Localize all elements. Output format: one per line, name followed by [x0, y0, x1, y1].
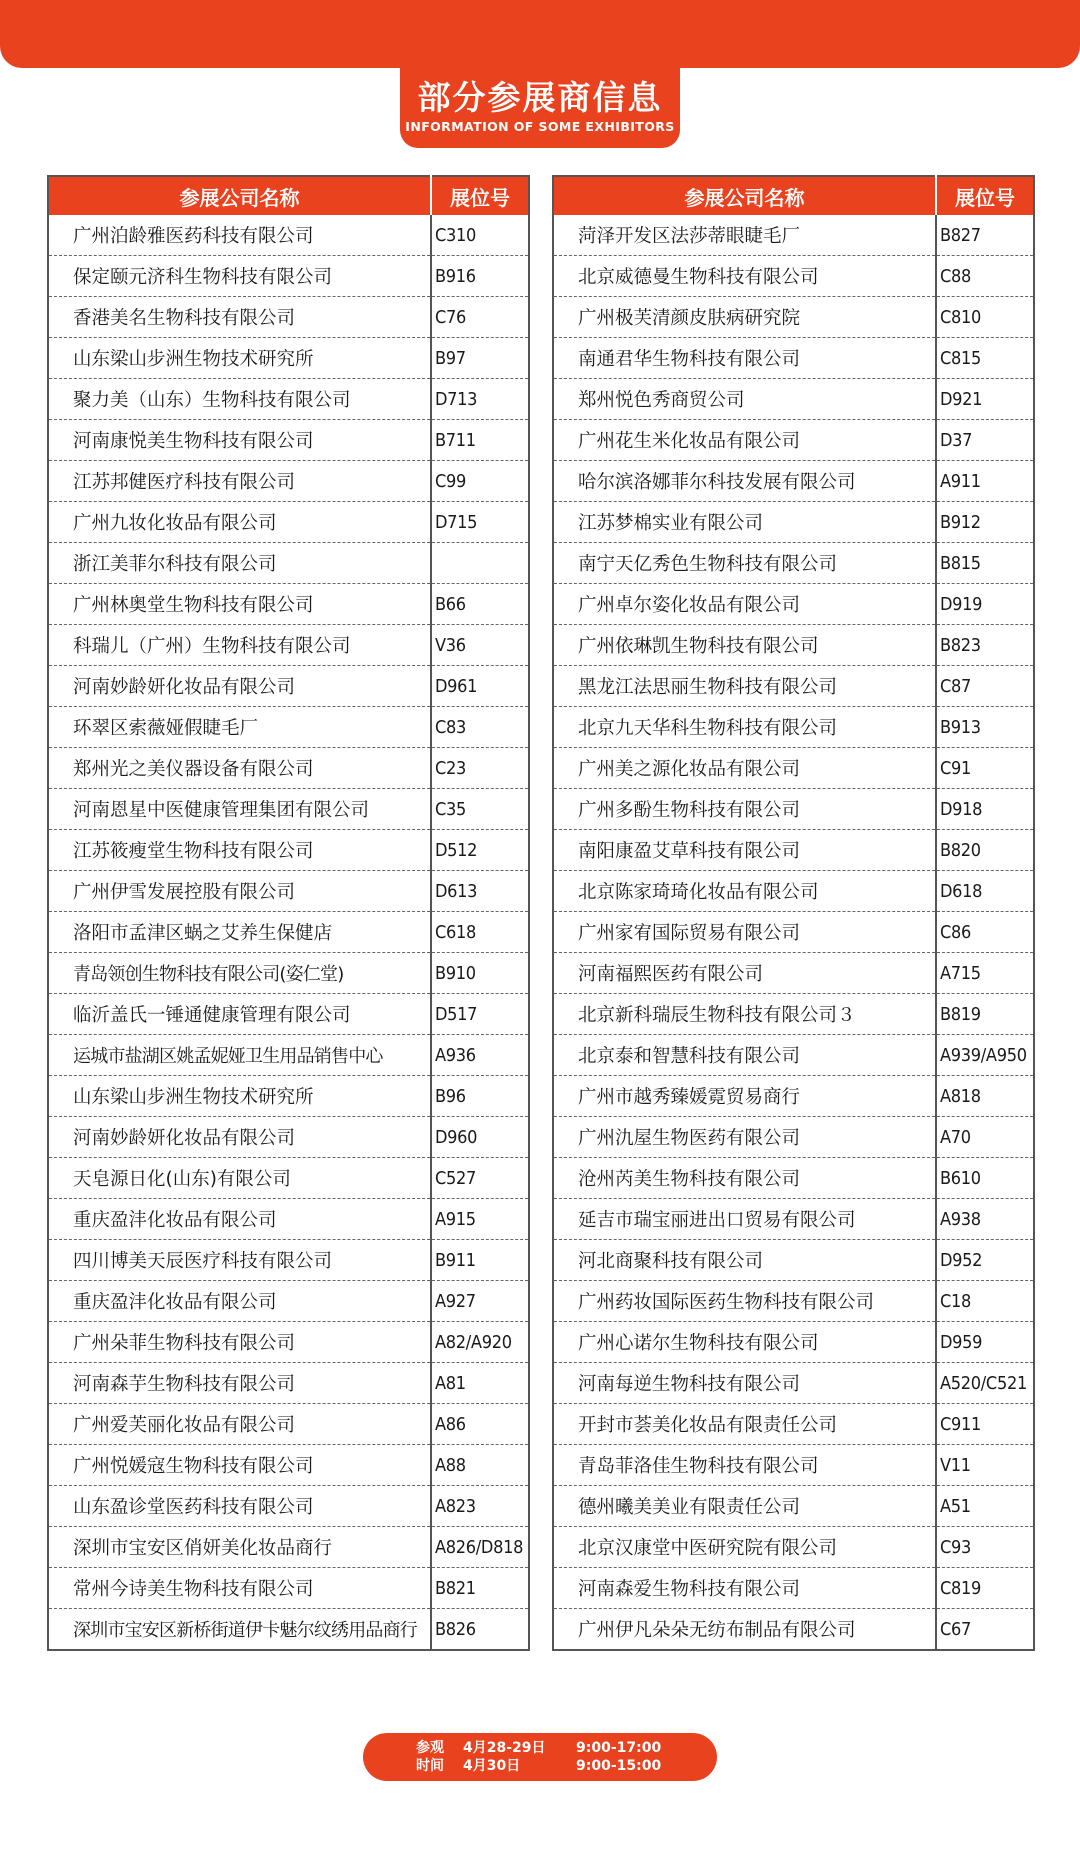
booth-number-cell: A70	[936, 1117, 1034, 1158]
booth-number-cell: B912	[936, 502, 1034, 543]
company-name-cell: 广州卓尔姿化妆品有限公司	[553, 584, 936, 625]
company-name-cell: 青岛菲洛佳生物科技有限公司	[553, 1445, 936, 1486]
booth-number-cell: D618	[936, 871, 1034, 912]
company-name-cell: 山东梁山步洲生物技术研究所	[48, 338, 431, 379]
company-column-header: 参展公司名称	[553, 176, 936, 215]
table-row	[48, 1568, 529, 1609]
booth-number-cell: D952	[936, 1240, 1034, 1281]
company-name-cell: 广州极芙清颜皮肤病研究院	[553, 297, 936, 338]
visit-date-2: 4月30日	[463, 1758, 521, 1774]
booth-number-cell: B815	[936, 543, 1034, 584]
table-row	[48, 1445, 529, 1486]
booth-number-cell: A826/D818	[431, 1527, 529, 1568]
booth-number-cell: A81	[431, 1363, 529, 1404]
table-row	[48, 1322, 529, 1363]
booth-number-cell: B711	[431, 420, 529, 461]
table-row	[48, 461, 529, 502]
company-name-cell: 环翠区索薇娅假睫毛厂	[48, 707, 431, 748]
visit-time-banner	[363, 1733, 717, 1781]
company-name-cell: 南宁天亿秀色生物科技有限公司	[553, 543, 936, 584]
booth-number-cell: C911	[936, 1404, 1034, 1445]
company-name-cell: 江苏筱瘦堂生物科技有限公司	[48, 830, 431, 871]
booth-column-header: 展位号	[431, 176, 529, 215]
table-row	[553, 912, 1034, 953]
table-row	[553, 994, 1034, 1035]
booth-number-cell: C76	[431, 297, 529, 338]
company-name-cell: 广州依琳凯生物科技有限公司	[553, 625, 936, 666]
company-name-cell: 哈尔滨洛娜菲尔科技发展有限公司	[553, 461, 936, 502]
company-name-cell: 山东梁山步洲生物技术研究所	[48, 1076, 431, 1117]
visit-time-1: 9:00-17:00	[576, 1740, 662, 1756]
company-name-cell: 广州悦媛寇生物科技有限公司	[48, 1445, 431, 1486]
company-name-cell: 北京陈家琦琦化妆品有限公司	[553, 871, 936, 912]
company-column-header: 参展公司名称	[48, 176, 431, 215]
table-row	[553, 584, 1034, 625]
table-row	[553, 420, 1034, 461]
booth-number-cell: A715	[936, 953, 1034, 994]
table-row	[553, 1609, 1034, 1651]
company-name-cell: 广州氿屋生物医药有限公司	[553, 1117, 936, 1158]
booth-number-cell: D919	[936, 584, 1034, 625]
booth-number-cell: D512	[431, 830, 529, 871]
booth-number-cell: A936	[431, 1035, 529, 1076]
booth-number-cell: A823	[431, 1486, 529, 1527]
table-row	[48, 379, 529, 420]
booth-number-cell: B97	[431, 338, 529, 379]
booth-number-cell: A911	[936, 461, 1034, 502]
visit-label-line2: 时间	[416, 1758, 444, 1774]
table-row	[48, 1404, 529, 1445]
booth-number-cell: D613	[431, 871, 529, 912]
booth-number-cell: V11	[936, 1445, 1034, 1486]
company-name-cell: 香港美名生物科技有限公司	[48, 297, 431, 338]
table-row	[553, 543, 1034, 584]
company-name-cell: 广州花生米化妆品有限公司	[553, 420, 936, 461]
booth-number-cell: V36	[431, 625, 529, 666]
booth-number-cell: C35	[431, 789, 529, 830]
company-name-cell: 广州家宥国际贸易有限公司	[553, 912, 936, 953]
table-row	[553, 953, 1034, 994]
booth-number-cell	[431, 543, 529, 584]
company-name-cell: 保定颐元济科生物科技有限公司	[48, 256, 431, 297]
table-row	[553, 789, 1034, 830]
table-row	[553, 215, 1034, 256]
table-row	[553, 297, 1034, 338]
table-row	[553, 502, 1034, 543]
company-name-cell: 临沂盖氏一锤通健康管理有限公司	[48, 994, 431, 1035]
table-row	[553, 1322, 1034, 1363]
company-name-cell: 广州爱芙丽化妆品有限公司	[48, 1404, 431, 1445]
booth-number-cell: D713	[431, 379, 529, 420]
page-title: 部分参展商信息	[417, 78, 663, 117]
company-name-cell: 河南福熙医药有限公司	[553, 953, 936, 994]
table-row	[553, 1035, 1034, 1076]
company-name-cell: 洛阳市孟津区蜗之艾养生保健店	[48, 912, 431, 953]
booth-number-cell: D37	[936, 420, 1034, 461]
table-header-row	[48, 176, 529, 215]
table-row	[48, 666, 529, 707]
table-row	[48, 420, 529, 461]
booth-number-cell: C819	[936, 1568, 1034, 1609]
visit-label-line1: 参观	[416, 1740, 444, 1756]
company-name-cell: 广州伊凡朵朵无纺布制品有限公司	[553, 1609, 936, 1651]
booth-number-cell: A82/A920	[431, 1322, 529, 1363]
table-row	[553, 871, 1034, 912]
table-row	[553, 666, 1034, 707]
booth-number-cell: C93	[936, 1527, 1034, 1568]
table-row	[48, 1199, 529, 1240]
company-name-cell: 郑州光之美仪器设备有限公司	[48, 748, 431, 789]
table-row	[48, 707, 529, 748]
company-name-cell: 青岛领创生物科技有限公司(姿仁堂)	[48, 953, 431, 994]
booth-number-cell: C23	[431, 748, 529, 789]
company-name-cell: 河南森爱生物科技有限公司	[553, 1568, 936, 1609]
table-row	[553, 338, 1034, 379]
company-name-cell: 广州多酚生物科技有限公司	[553, 789, 936, 830]
visit-date-1: 4月28-29日	[463, 1740, 546, 1756]
company-name-cell: 江苏邦健医疗科技有限公司	[48, 461, 431, 502]
table-row	[553, 256, 1034, 297]
company-name-cell: 开封市荟美化妆品有限责任公司	[553, 1404, 936, 1445]
booth-number-cell: D517	[431, 994, 529, 1035]
table-row	[48, 543, 529, 584]
table-row	[48, 1158, 529, 1199]
booth-number-cell: C810	[936, 297, 1034, 338]
booth-number-cell: B916	[431, 256, 529, 297]
table-row	[48, 1281, 529, 1322]
company-name-cell: 菏泽开发区法莎蒂眼睫毛厂	[553, 215, 936, 256]
booth-number-cell: C87	[936, 666, 1034, 707]
booth-number-cell: B826	[435, 1618, 476, 1640]
company-name-cell: 广州林奥堂生物科技有限公司	[48, 584, 431, 625]
booth-number-cell: B819	[936, 994, 1034, 1035]
table-row	[48, 1117, 529, 1158]
table-row	[48, 1609, 529, 1651]
table-row	[553, 1240, 1034, 1281]
table-row	[48, 830, 529, 871]
booth-number-cell: D918	[936, 789, 1034, 830]
table-row	[48, 1486, 529, 1527]
booth-number-cell: B910	[431, 953, 529, 994]
booth-number-cell: C18	[936, 1281, 1034, 1322]
table-row	[48, 748, 529, 789]
booth-number-cell: C67	[940, 1618, 972, 1640]
booth-number-cell: C86	[936, 912, 1034, 953]
booth-number-cell: A818	[936, 1076, 1034, 1117]
company-name-cell: 天皂源日化(山东)有限公司	[48, 1158, 431, 1199]
table-row	[48, 256, 529, 297]
table-row	[553, 1568, 1034, 1609]
company-name-cell: 北京新科瑞辰生物科技有限公司３	[553, 994, 936, 1035]
table-row	[553, 1486, 1034, 1527]
visit-time-2: 9:00-15:00	[576, 1758, 662, 1774]
table-row	[48, 584, 529, 625]
top-banner	[0, 0, 1080, 68]
table-row	[48, 338, 529, 379]
company-name-cell: 深圳市宝安区新桥街道伊卡魅尔纹绣用品商行	[48, 1609, 431, 1651]
company-name-cell: 广州九妆化妆品有限公司	[48, 502, 431, 543]
table-row	[553, 1281, 1034, 1322]
company-name-cell: 南通君华生物科技有限公司	[553, 338, 936, 379]
booth-number-cell: C99	[431, 461, 529, 502]
booth-number-cell: D921	[936, 379, 1034, 420]
table-row	[553, 1404, 1034, 1445]
company-name-cell: 沧州芮美生物科技有限公司	[553, 1158, 936, 1199]
company-name-cell: 北京泰和智慧科技有限公司	[553, 1035, 936, 1076]
booth-column-header: 展位号	[936, 176, 1034, 215]
table-row	[48, 994, 529, 1035]
booth-number-cell: D715	[431, 502, 529, 543]
company-name-cell: 浙江美菲尔科技有限公司	[48, 543, 431, 584]
company-name-cell: 广州美之源化妆品有限公司	[553, 748, 936, 789]
table-row	[553, 830, 1034, 871]
table-row	[48, 625, 529, 666]
company-name-cell: 广州朵菲生物科技有限公司	[48, 1322, 431, 1363]
booth-number-cell: B823	[936, 625, 1034, 666]
table-row	[48, 912, 529, 953]
table-row	[553, 379, 1034, 420]
table-row	[48, 789, 529, 830]
table-row	[48, 953, 529, 994]
table-row	[553, 625, 1034, 666]
visit-time-label	[413, 1739, 447, 1775]
table-header-row	[553, 176, 1034, 215]
table-row	[48, 871, 529, 912]
booth-number-cell: D961	[431, 666, 529, 707]
table-row	[48, 1076, 529, 1117]
booth-number-cell: B911	[431, 1240, 529, 1281]
booth-number-cell: A51	[936, 1486, 1034, 1527]
booth-number-cell: C88	[936, 256, 1034, 297]
booth-number-cell: B827	[936, 215, 1034, 256]
company-name-cell: 北京威德曼生物科技有限公司	[553, 256, 936, 297]
company-name-cell: 河北商聚科技有限公司	[553, 1240, 936, 1281]
booth-number-cell: C91	[936, 748, 1034, 789]
company-name-cell: 运城市盐湖区姚孟妮娅卫生用品销售中心	[48, 1035, 431, 1076]
table-row	[553, 1158, 1034, 1199]
booth-number-cell: D960	[431, 1117, 529, 1158]
company-name-cell: 聚力美（山东）生物科技有限公司	[48, 379, 431, 420]
booth-number-cell: A86	[431, 1404, 529, 1445]
company-name-cell: 山东盈诊堂医药科技有限公司	[48, 1486, 431, 1527]
company-name-cell: 德州曦美美业有限责任公司	[553, 1486, 936, 1527]
table-row	[553, 1445, 1034, 1486]
company-name-cell: 延吉市瑞宝丽进出口贸易有限公司	[553, 1199, 936, 1240]
booth-number-cell: C527	[431, 1158, 529, 1199]
company-name-cell: 郑州悦色秀商贸公司	[553, 379, 936, 420]
booth-number-cell: B913	[936, 707, 1034, 748]
table-row	[48, 1363, 529, 1404]
table-row	[553, 1199, 1034, 1240]
company-name-cell: 广州泊龄雅医药科技有限公司	[48, 215, 431, 256]
table-row	[553, 748, 1034, 789]
company-name-cell: 河南康悦美生物科技有限公司	[48, 420, 431, 461]
title-badge	[400, 68, 680, 148]
company-name-cell: 北京汉康堂中医研究院有限公司	[553, 1527, 936, 1568]
company-name-cell: 广州药妆国际医药生物科技有限公司	[553, 1281, 936, 1322]
table-row	[48, 502, 529, 543]
booth-number-cell: A915	[431, 1199, 529, 1240]
booth-number-cell: D959	[936, 1322, 1034, 1363]
table-row	[553, 461, 1034, 502]
booth-number-cell: C618	[431, 912, 529, 953]
booth-number-cell: C310	[431, 215, 529, 256]
company-name-cell: 四川博美天辰医疗科技有限公司	[48, 1240, 431, 1281]
booth-number-cell: B820	[936, 830, 1034, 871]
table-row	[553, 1076, 1034, 1117]
page-subtitle: INFORMATION OF SOME EXHIBITORS	[405, 119, 675, 134]
company-name-cell: 河南恩星中医健康管理集团有限公司	[48, 789, 431, 830]
table-row	[48, 297, 529, 338]
company-name-cell: 北京九天华科生物科技有限公司	[553, 707, 936, 748]
company-name-cell: 黑龙江法思丽生物科技有限公司	[553, 666, 936, 707]
company-name-cell: 河南每逆生物科技有限公司	[553, 1363, 936, 1404]
company-name-cell: 河南森芋生物科技有限公司	[48, 1363, 431, 1404]
booth-number-cell: C83	[431, 707, 529, 748]
booth-number-cell: B821	[431, 1568, 529, 1609]
company-name-cell: 重庆盈沣化妆品有限公司	[48, 1281, 431, 1322]
table-row	[553, 1363, 1034, 1404]
booth-number-cell: A939/A950	[936, 1035, 1034, 1076]
booth-number-cell: B610	[936, 1158, 1034, 1199]
company-name-cell: 河南妙龄妍化妆品有限公司	[48, 666, 431, 707]
company-name-cell: 科瑞儿（广州）生物科技有限公司	[48, 625, 431, 666]
booth-number-cell: A927	[431, 1281, 529, 1322]
company-name-cell: 广州心诺尔生物科技有限公司	[553, 1322, 936, 1363]
company-name-cell: 重庆盈沣化妆品有限公司	[48, 1199, 431, 1240]
booth-number-cell: A88	[431, 1445, 529, 1486]
exhibitor-table-right	[552, 175, 1035, 1651]
table-row	[48, 1035, 529, 1076]
table-row	[553, 707, 1034, 748]
booth-number-cell: B66	[431, 584, 529, 625]
company-name-cell: 深圳市宝安区俏妍美化妆品商行	[48, 1527, 431, 1568]
table-row	[48, 1527, 529, 1568]
table-row	[48, 1240, 529, 1281]
company-name-cell: 南阳康盈艾草科技有限公司	[553, 830, 936, 871]
table-row	[553, 1527, 1034, 1568]
booth-number-cell: A520/C521	[936, 1363, 1034, 1404]
company-name-cell: 广州市越秀臻媛霓贸易商行	[553, 1076, 936, 1117]
booth-number-cell: C815	[936, 338, 1034, 379]
exhibitor-table-left	[47, 175, 530, 1651]
company-name-cell: 广州伊雪发展控股有限公司	[48, 871, 431, 912]
company-name-cell: 江苏梦棉实业有限公司	[553, 502, 936, 543]
booth-number-cell: A938	[936, 1199, 1034, 1240]
company-name-cell: 河南妙龄妍化妆品有限公司	[48, 1117, 431, 1158]
table-row	[48, 215, 529, 256]
booth-number-cell: B96	[431, 1076, 529, 1117]
table-row	[553, 1117, 1034, 1158]
company-name-cell: 常州今诗美生物科技有限公司	[48, 1568, 431, 1609]
